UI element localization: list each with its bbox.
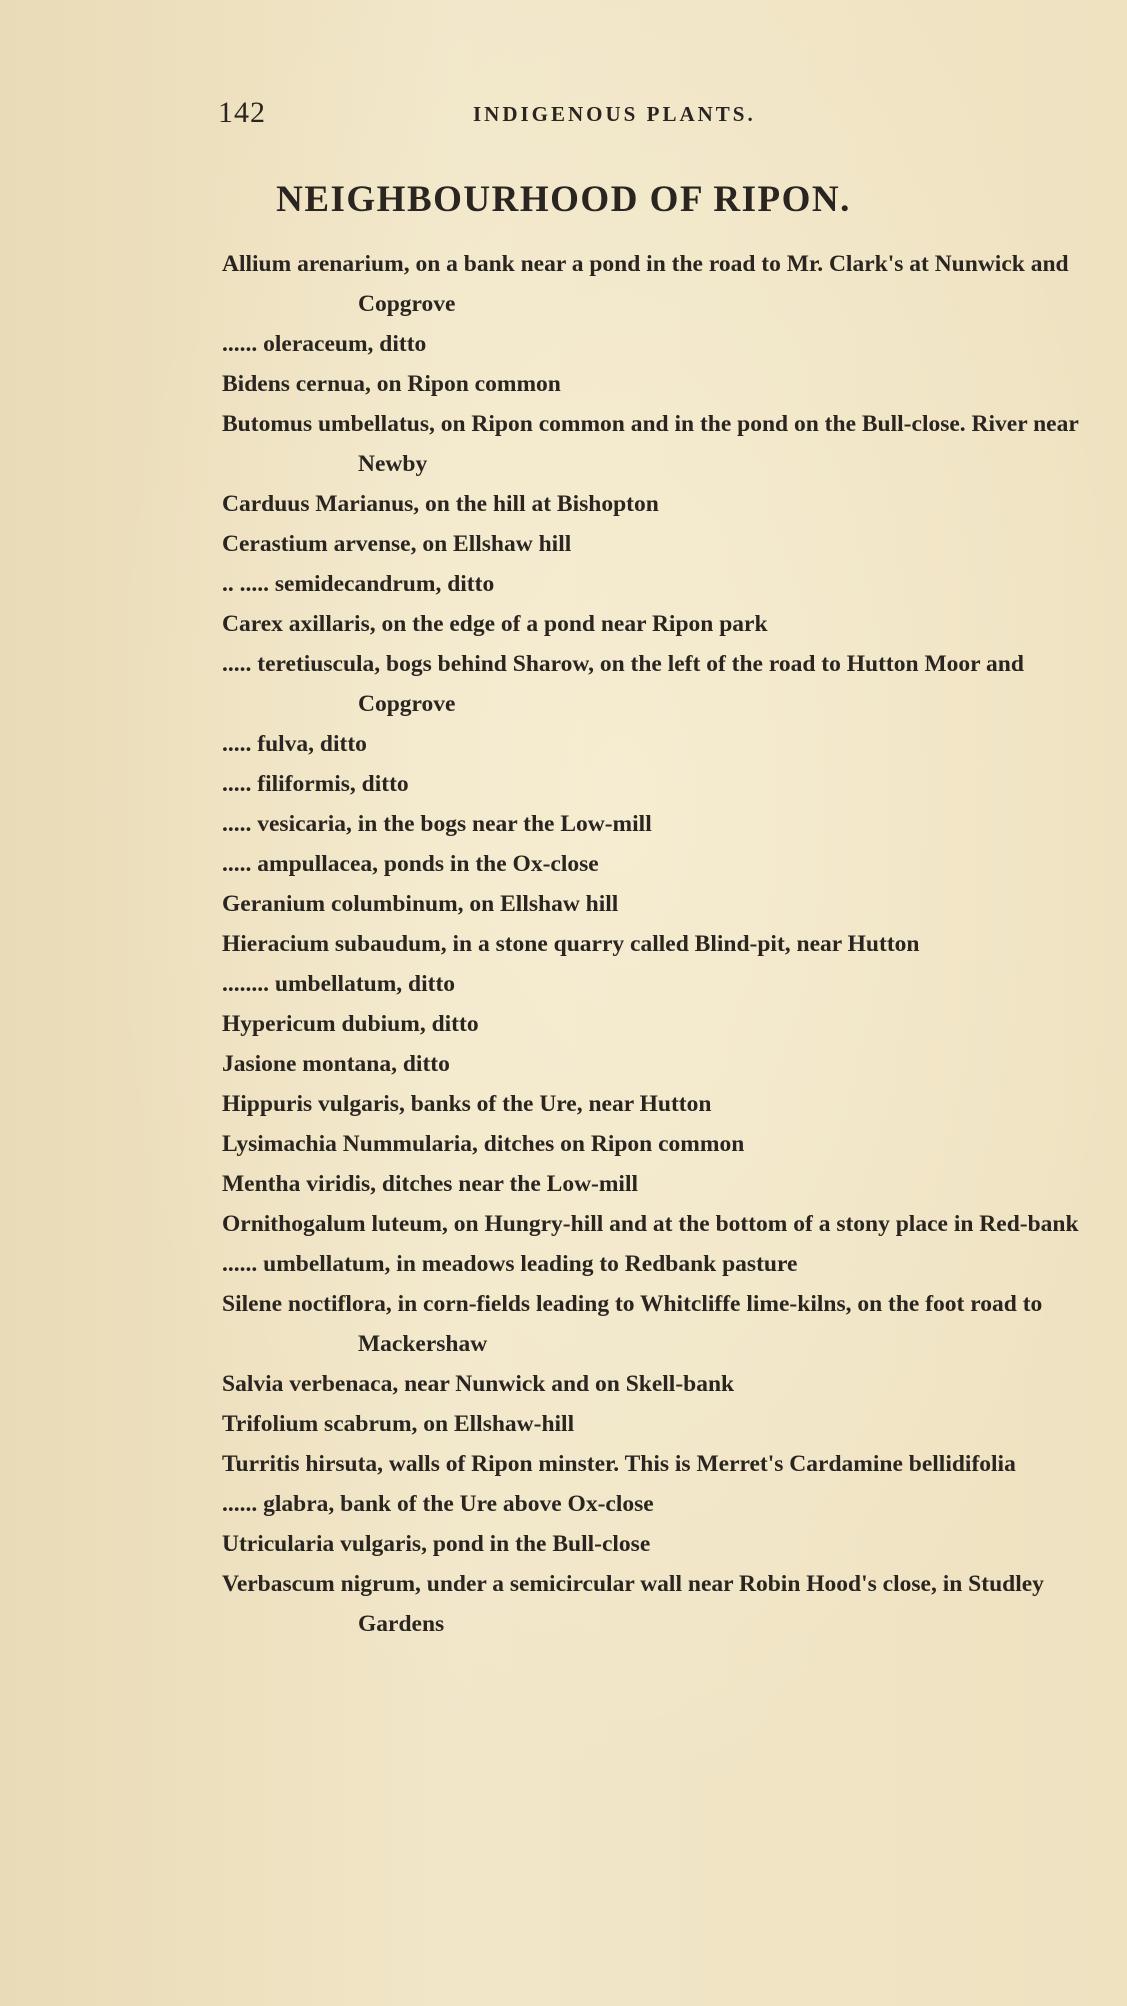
plant-entry: Carduus Marianus, on the hill at Bishopton	[222, 491, 659, 517]
page-number: 142	[218, 96, 266, 129]
plant-entry: Hypericum dubium, ditto	[222, 1011, 479, 1037]
plant-entry: Jasione montana, ditto	[222, 1051, 450, 1077]
plant-entry: Geranium columbinum, on Ellshaw hill	[222, 891, 619, 917]
plant-entry: Utricularia vulgaris, pond in the Bull-close	[222, 1531, 651, 1557]
plant-entry: ...... oleraceum, ditto	[222, 331, 427, 357]
plant-entry: Mentha viridis, ditches near the Low-mill	[222, 1171, 639, 1197]
plant-entry: Lysimachia Nummularia, ditches on Ripon common	[222, 1131, 745, 1157]
plant-entry: Hippuris vulgaris, banks of the Ure, near Hutton	[222, 1091, 712, 1117]
plant-entry: ..... ampullacea, ponds in the Ox-close	[222, 851, 599, 877]
plant-entry: Allium arenarium, on a bank near a pond in the road to Mr. Clark's at Nunwick and Copgrove	[222, 251, 1069, 317]
plant-entry: ...... umbellatum, in meadows leading to Redbank pasture	[222, 1251, 798, 1277]
running-title: INDIGENOUS PLANTS.	[473, 102, 756, 126]
plant-entry: .. ..... semidecandrum, ditto	[222, 571, 495, 597]
section-title: NEIGHBOURHOOD OF RIPON.	[276, 179, 851, 220]
running-header	[218, 96, 858, 136]
plant-entry: ........ umbellatum, ditto	[222, 971, 456, 997]
plant-entry: Trifolium scabrum, on Ellshaw-hill	[222, 1411, 575, 1437]
plant-entry: ..... teretiuscula, bogs behind Sharow, on the left of the road to Hutton Moor and Copgrove	[222, 651, 1024, 717]
plant-entry: Turritis hirsuta, walls of Ripon minster. This is Merret's Cardamine bellidifolia	[222, 1451, 1016, 1477]
plant-entry: ...... glabra, bank of the Ure above Ox-close	[222, 1491, 654, 1517]
plant-entry: Bidens cernua, on Ripon common	[222, 371, 561, 397]
plant-entry: Ornithogalum luteum, on Hungry-hill and at the bottom of a stony place in Red-bank	[222, 1211, 1079, 1237]
plant-entry: ..... fulva, ditto	[222, 731, 367, 757]
plant-entry: Verbascum nigrum, under a semicircular wall near Robin Hood's close, in Studley Gardens	[222, 1571, 1044, 1637]
plant-entry: Cerastium arvense, on Ellshaw hill	[222, 531, 572, 557]
plant-entry: Salvia verbenaca, near Nunwick and on Skell-bank	[222, 1371, 735, 1397]
plant-entry: Silene noctiflora, in corn-fields leading to Whitcliffe lime-kilns, on the foot road to Mackershaw	[222, 1291, 1043, 1357]
plant-entry: ..... vesicaria, in the bogs near the Low-mill	[222, 811, 652, 837]
plant-entry: ..... filiformis, ditto	[222, 771, 409, 797]
plant-entry: Hieracium subaudum, in a stone quarry called Blind-pit, near Hutton	[222, 931, 920, 957]
plant-list	[222, 244, 1090, 1644]
plant-entry: Carex axillaris, on the edge of a pond near Ripon park	[222, 611, 768, 637]
plant-entry: Butomus umbellatus, on Ripon common and in the pond on the Bull-close. River near Newby	[222, 411, 1079, 477]
